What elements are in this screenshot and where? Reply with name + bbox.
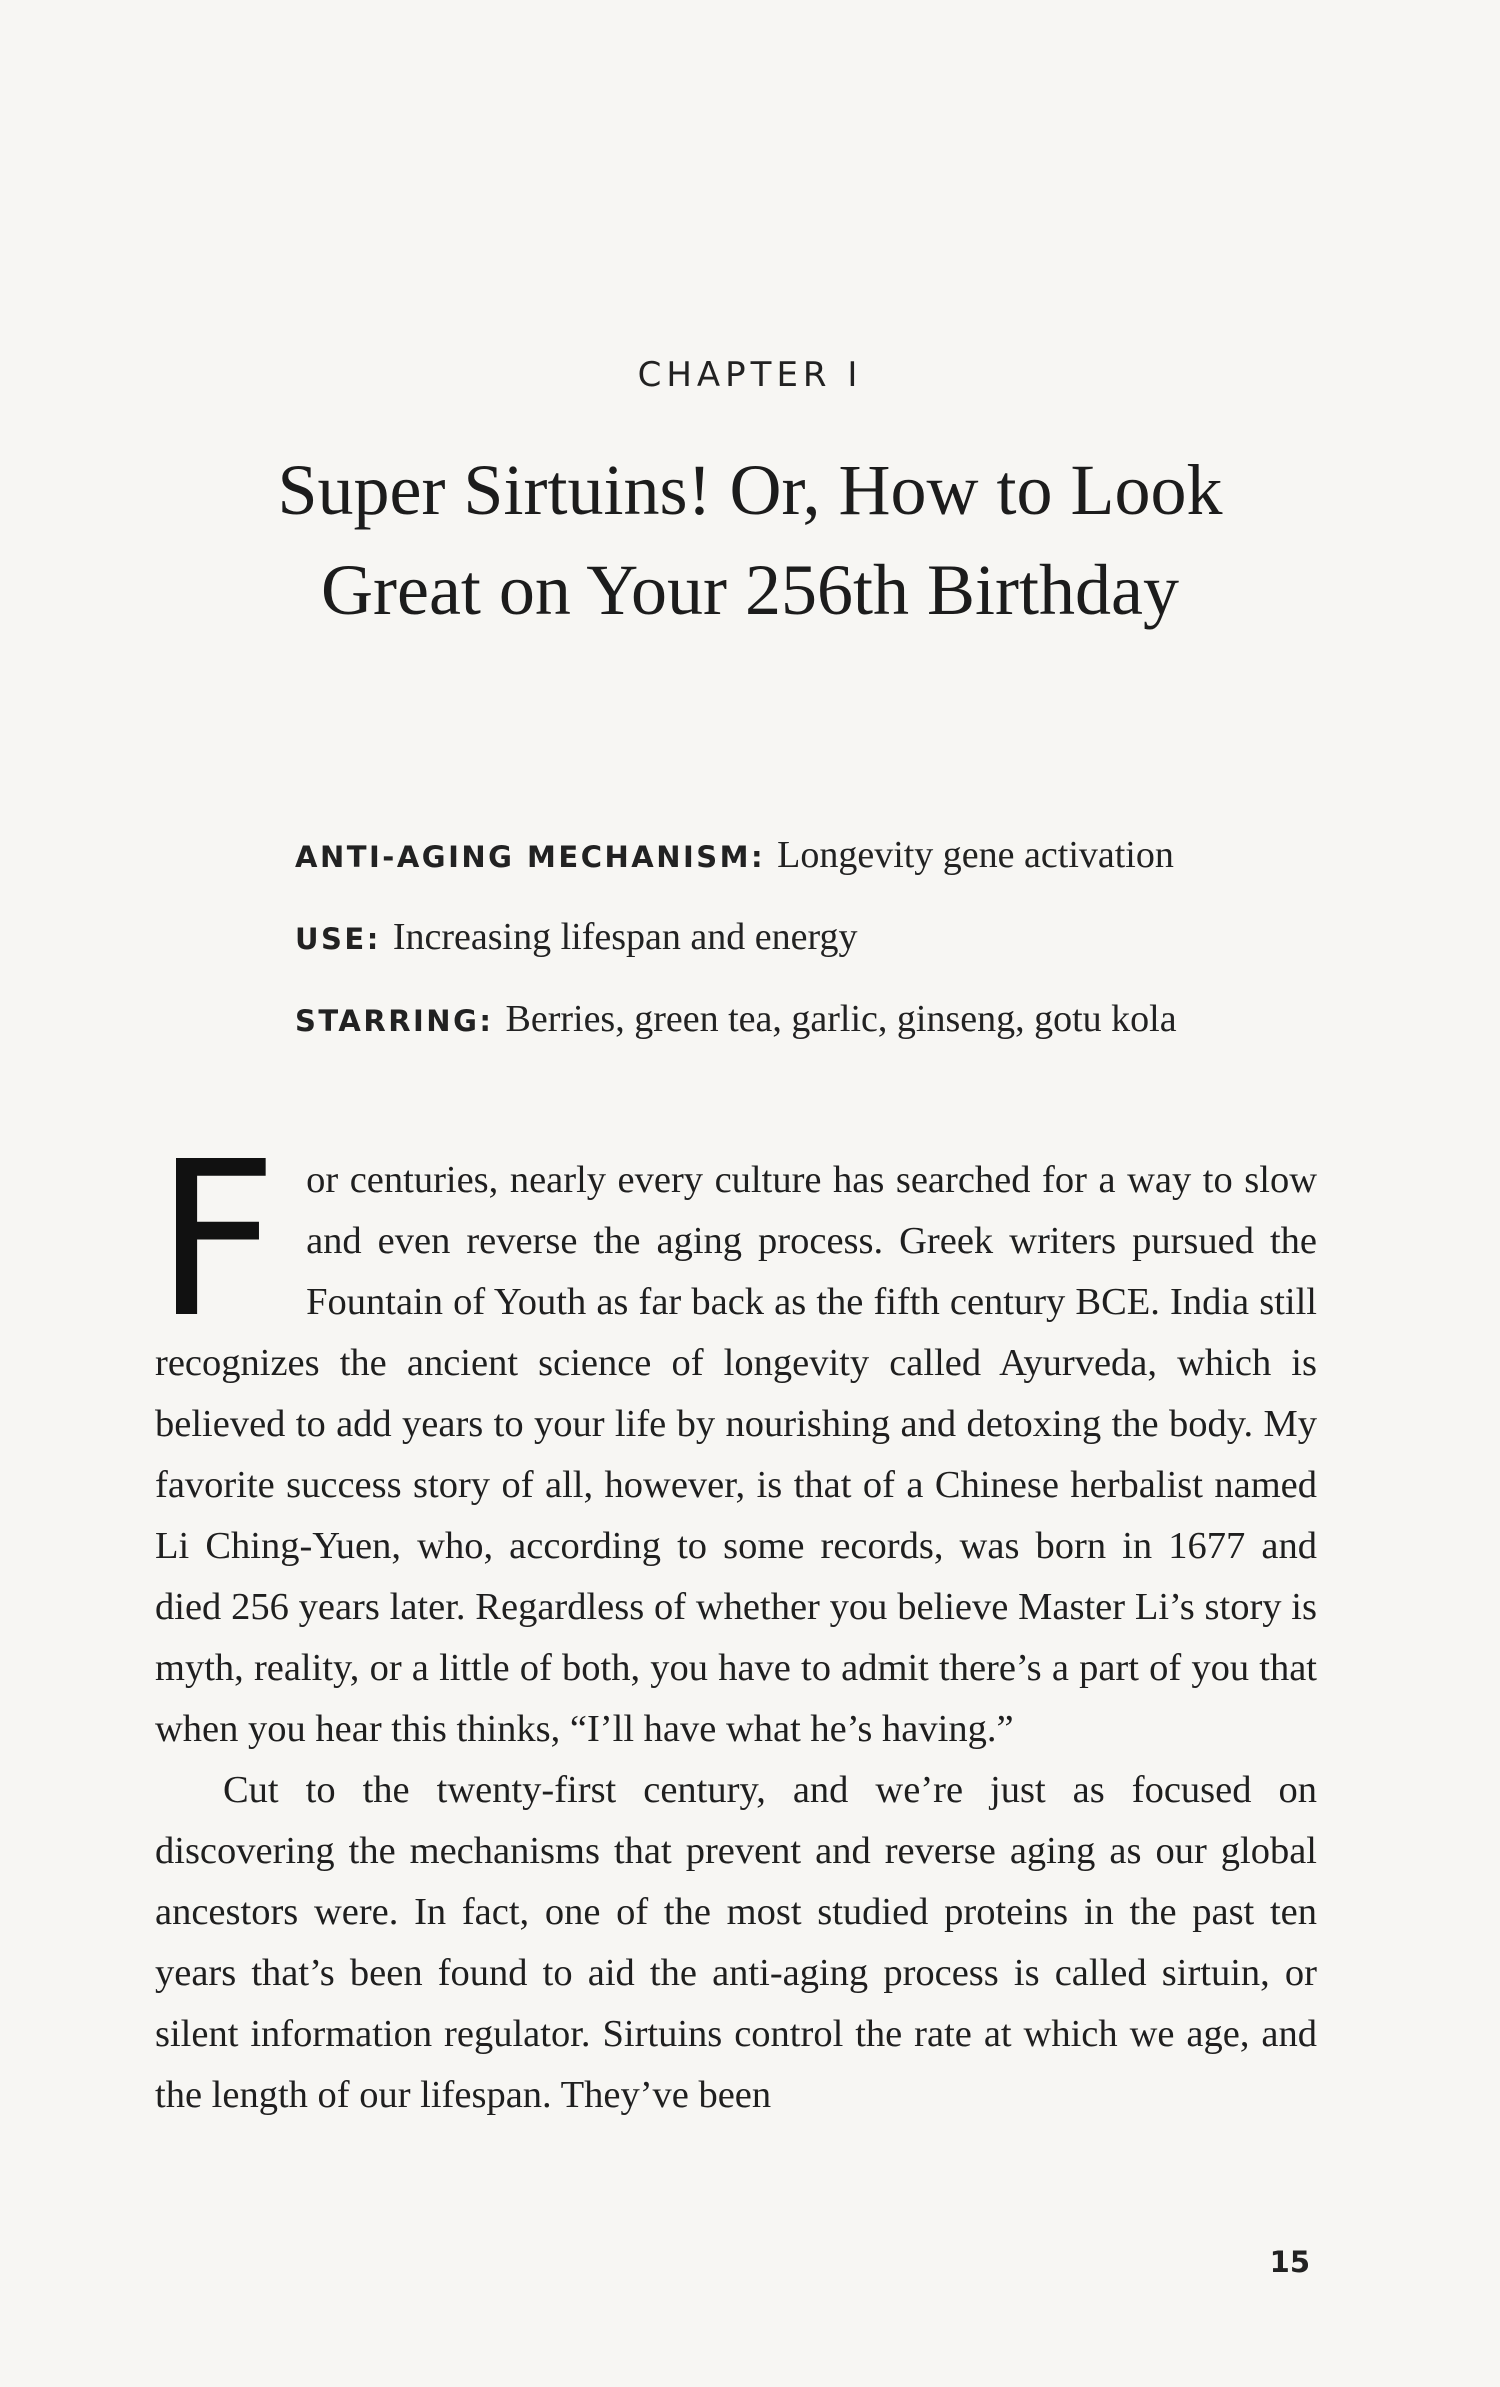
paragraph-2: Cut to the twenty-first century, and we’re just as focused on discovering the mechanisms that prevent and reverse aging as our global ancestors were. In fact, one of the most studied proteins in the past ten years that’s been found to aid the anti-aging process is called sirtuin, or silent information regulator. Sirtuins control the rate at which we age, and the length of our lifespan. They’ve been — [155, 1769, 1317, 2116]
paragraph-1-text: or centuries, nearly every culture has searched for a way to slow and even reverse the aging process. Greek writers pursued the Fountain of Youth as far back as the fifth century BCE. India still recognizes the ancient science of longevity called Ayurveda, which is believed to add years to your life by nourishing and detoxing the body. My favorite success story of all, however, is that of a Chinese herbalist named Li Ching-Yuen, who, according to some records, was born in 1677 and died 256 years later. Regardless of whether you believe Master Li’s story is myth, reality, or a little of both, you have to admit there’s a part of you that when you hear this thinks, “I’ll have what he’s having.” — [155, 1159, 1317, 1750]
use-value: Increasing lifespan and energy — [392, 916, 858, 958]
body-text — [155, 1116, 1317, 2126]
starring-value: Berries, green tea, garlic, ginseng, gotu kola — [505, 998, 1177, 1040]
starring-key: STARRING: — [295, 1004, 494, 1038]
starring-row — [295, 979, 1355, 1061]
mechanism-row — [295, 815, 1355, 897]
use-key: USE: — [295, 922, 381, 956]
chapter-summary — [295, 815, 1355, 1061]
paragraph-1 — [155, 1116, 1317, 1760]
chapter-title — [150, 440, 1350, 640]
mechanism-key: ANTI-AGING MECHANISM: — [295, 840, 766, 874]
chapter-title-line-2: Great on Your 256th Birthday — [321, 550, 1179, 630]
chapter-title-line-1: Super Sirtuins! Or, How to Look — [277, 450, 1223, 530]
page-number: 15 — [1269, 2245, 1310, 2279]
chapter-label: CHAPTER I — [637, 355, 863, 395]
drop-cap: F — [155, 1116, 279, 1365]
mechanism-value: Longevity gene activation — [777, 834, 1174, 876]
use-row — [295, 897, 1355, 979]
